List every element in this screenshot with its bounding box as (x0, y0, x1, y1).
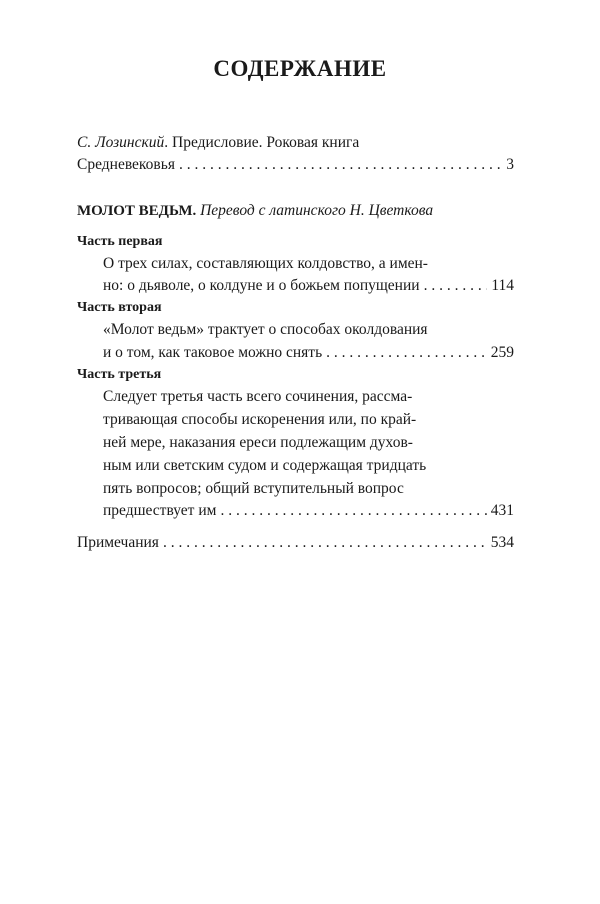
part-1-entry[interactable] (103, 276, 514, 296)
dot-leader (179, 155, 502, 175)
preface-text-2: Средневековья (77, 156, 175, 173)
book-subtitle: Перевод с латинского Н. Цветкова (200, 202, 434, 219)
part-2-line-1: «Молот ведьм» трактует о способах околдования (103, 321, 428, 338)
dot-leader (424, 276, 488, 296)
preface-entry[interactable] (77, 155, 514, 175)
book-title: МОЛОТ ВЕДЬМ. (77, 203, 197, 219)
part-2-page: 259 (490, 344, 514, 361)
part-3-entry[interactable] (103, 501, 514, 521)
part-3-line-2: тривающая способы искоренения или, по край- (103, 411, 417, 428)
toc-heading: СОДЕРЖАНИЕ (213, 56, 387, 81)
preface-text-1: . Предисловие. Роковая книга (164, 134, 360, 151)
part-2-line-2: и о том, как таковое можно снять (103, 344, 323, 361)
part-1-line-1: О трех силах, составляющих колдовство, а имен- (103, 255, 428, 272)
notes-page: 534 (490, 534, 514, 551)
part-3-page: 431 (490, 502, 514, 519)
dot-leader (220, 501, 486, 521)
part-1-page: 114 (491, 277, 514, 294)
preface-line-1 (77, 133, 359, 153)
part-3-line-6: предшествует им (103, 502, 217, 519)
part-3-line-4: ным или светским судом и содержащая тридцать (103, 457, 427, 474)
part-3-heading: Часть третья (77, 367, 162, 382)
notes-label: Примечания (77, 534, 159, 551)
preface-page: 3 (506, 156, 514, 173)
dot-leader (326, 343, 487, 363)
dot-leader (163, 533, 487, 553)
part-1-heading: Часть первая (77, 234, 163, 249)
part-1-line-2: но: о дьяволе, о колдуне и о божьем попущении (103, 277, 420, 294)
part-3-line-3: ней мере, наказания ереси подлежащим духов- (103, 434, 413, 451)
part-2-heading: Часть вторая (77, 300, 162, 315)
book-title-line (77, 201, 433, 221)
notes-entry[interactable] (77, 533, 514, 553)
part-2-entry[interactable] (103, 343, 514, 363)
part-3-line-5: пять вопросов; общий вступительный вопрос (103, 480, 404, 497)
preface-author: С. Лозинский (77, 134, 165, 151)
part-3-line-1: Следует третья часть всего сочинения, рассма- (103, 388, 413, 405)
